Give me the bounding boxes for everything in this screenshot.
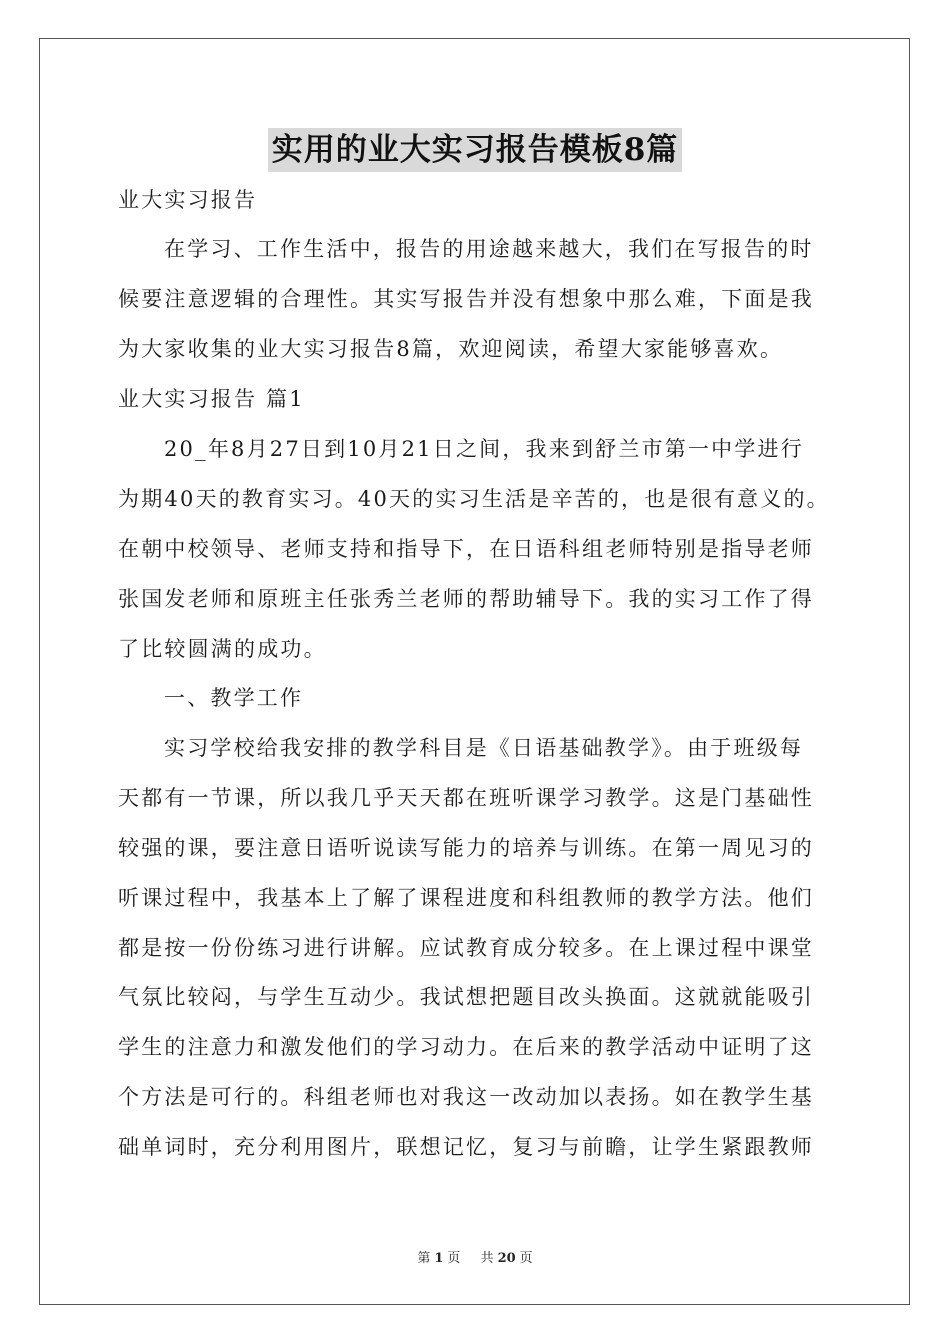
paragraph-line: 候要注意逻辑的合理性。其实写报告并没有想象中那么难，下面是我 xyxy=(118,287,814,311)
document-title: 实用的业大实习报告模板8篇 xyxy=(268,128,683,172)
paragraph-line: 为期40天的教育实习。40天的实习生活是辛苦的，也是很有意义的。 xyxy=(118,487,830,511)
page-number xyxy=(413,1251,464,1266)
page-total xyxy=(477,1251,537,1266)
paragraph-line: 实习学校给我安排的教学科目是《日语基础教学》。由于班级每 xyxy=(164,736,804,760)
paragraph-line: 了比较圆满的成功。 xyxy=(118,637,327,661)
paragraph-line: 较强的课，要注意日语听说读写能力的培养与训练。在第一周见习的 xyxy=(118,836,814,860)
paragraph-line: 在朝中校领导、老师支持和指导下，在日语科组老师特别是指导老师 xyxy=(118,537,814,561)
paragraph-line: 学生的注意力和激发他们的学习动力。在后来的教学活动中证明了这 xyxy=(118,1035,814,1059)
total-suffix: 页 xyxy=(519,1251,533,1266)
page-suffix: 页 xyxy=(447,1251,461,1266)
paragraph-line: 础单词时，充分利用图片，联想记忆，复习与前瞻，让学生紧跟教师 xyxy=(118,1135,814,1159)
section-heading: 业大实习报告 篇1 xyxy=(118,387,305,411)
total-prefix: 共 xyxy=(480,1251,494,1266)
section-heading: 业大实习报告 xyxy=(118,188,258,212)
page-border xyxy=(39,38,910,1305)
page-footer xyxy=(0,1247,950,1266)
paragraph-line: 听课过程中，我基本上了解了课程进度和科组教师的教学方法。他们 xyxy=(118,886,814,910)
paragraph-line: 都是按一份份练习进行讲解。应试教育成分较多。在上课过程中课堂 xyxy=(118,936,814,960)
page-num: 1 xyxy=(434,1251,444,1266)
total-num: 20 xyxy=(497,1251,516,1266)
paragraph-line: 在学习、工作生活中，报告的用途越来越大，我们在写报告的时 xyxy=(164,237,814,261)
subsection-heading: 一、教学工作 xyxy=(164,686,304,710)
paragraph-line: 张国发老师和原班主任张秀兰老师的帮助辅导下。我的实习工作了得 xyxy=(118,587,814,611)
title-container xyxy=(0,128,950,172)
paragraph-line: 天都有一节课，所以我几乎天天都在班听课学习教学。这是门基础性 xyxy=(118,786,814,810)
page-prefix: 第 xyxy=(417,1251,431,1266)
paragraph-line: 20_年8月27日到10月21日之间，我来到舒兰市第一中学进行 xyxy=(164,437,804,461)
paragraph-line: 为大家收集的业大实习报告8篇，欢迎阅读，希望大家能够喜欢。 xyxy=(118,337,784,361)
paragraph-line: 气氛比较闷，与学生互动少。我试想把题目改头换面。这就就能吸引 xyxy=(118,985,814,1009)
paragraph-line: 个方法是可行的。科组老师也对我这一改动加以表扬。如在教学生基 xyxy=(118,1085,814,1109)
